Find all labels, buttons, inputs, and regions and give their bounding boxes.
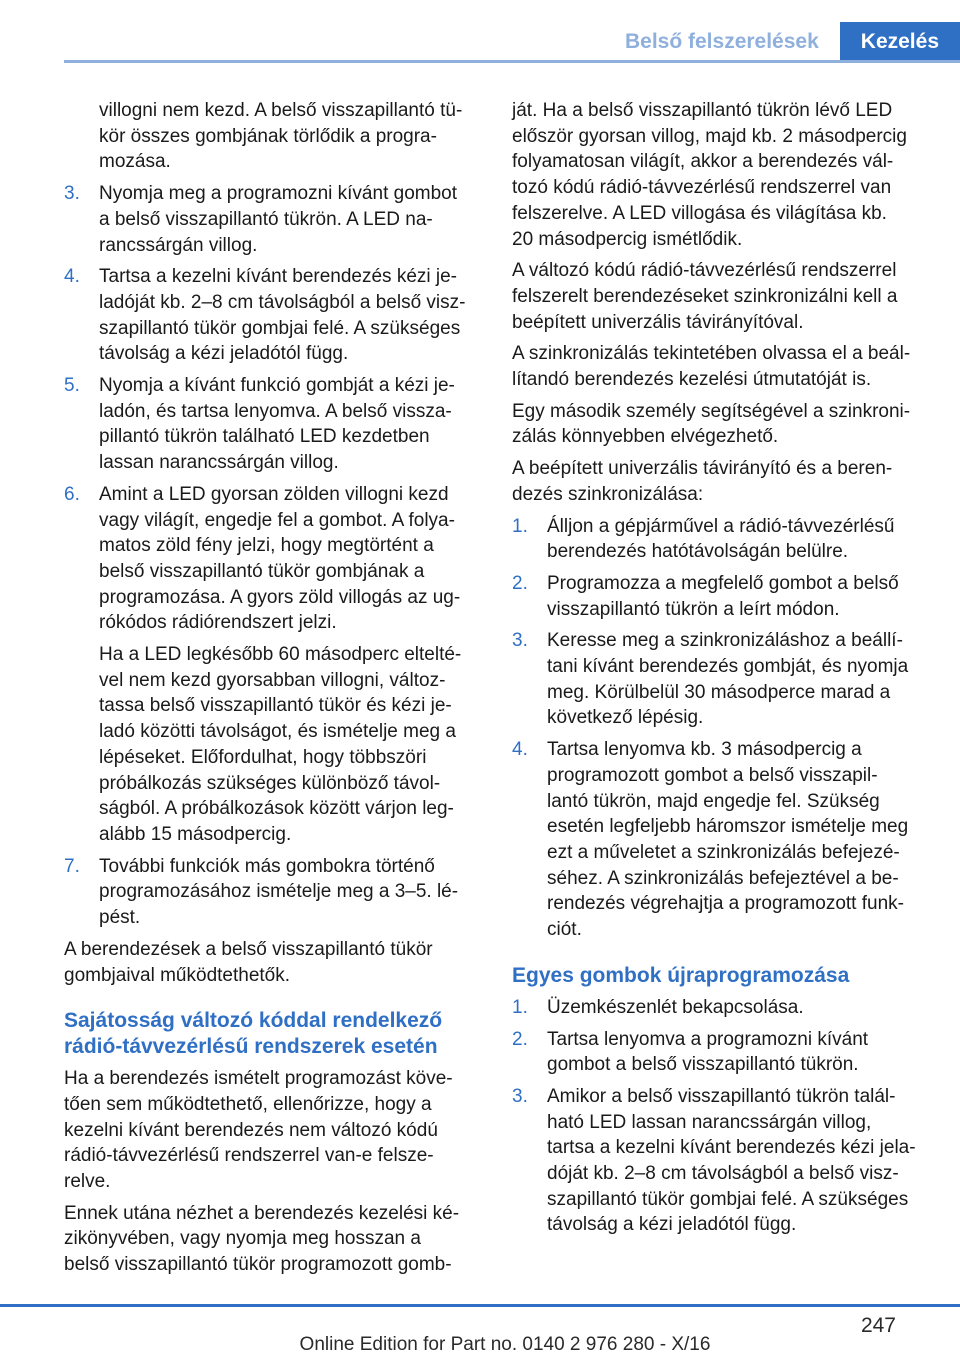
text-line: berendezés hatótávolságán belülre. xyxy=(547,541,849,563)
step-text xyxy=(99,482,477,636)
text-line: belső visszapillantó tükör gombjának a xyxy=(99,560,425,582)
paragraph-1 xyxy=(64,1066,477,1195)
text-line: próbálkozás szükséges különböző távol- xyxy=(99,772,441,794)
text-line: ladón, és tartsa lenyomva. A belső vissza- xyxy=(99,400,452,422)
text-line: tozó kódú rádió-távvezérlésű rendszerrel van xyxy=(512,177,892,199)
footer-edition xyxy=(0,1334,960,1356)
text-line: lítandó berendezés kezelési útmutatóját is. xyxy=(512,369,872,391)
left-column xyxy=(64,98,477,1284)
step-number: 1. xyxy=(512,996,528,1018)
text-line: mozása. xyxy=(99,151,171,173)
text-line: visszapillantó tükrön a leírt módon. xyxy=(547,598,840,620)
nav-tab-section[interactable]: Belső felszerelések xyxy=(624,30,819,53)
text-line: villogni nem kezd. A belső visszapillantó tü- xyxy=(99,100,463,121)
text-line: távolság a kézi jeladótól függ. xyxy=(99,343,349,365)
text-line: belső visszapillantó tükör programozott gomb- xyxy=(64,1254,452,1276)
footer-rule xyxy=(0,1304,960,1307)
text-line: rancssárgán villog. xyxy=(99,234,258,256)
list-item xyxy=(64,264,477,367)
text-line: Ennek utána nézhet a berendezés kezelési ké- xyxy=(64,1202,460,1224)
section-heading: Egyes gombok újraprogramozása xyxy=(512,963,850,987)
page-number: 247 xyxy=(860,1314,896,1337)
list-item xyxy=(512,737,928,943)
paragraph-5 xyxy=(512,456,928,507)
after-paragraph xyxy=(64,937,477,988)
step-number: 5. xyxy=(64,375,80,397)
text-line: ságból. A próbálkozások között várjon leg- xyxy=(99,798,454,820)
step-number: 4. xyxy=(64,266,80,288)
step-number: 2. xyxy=(512,1028,528,1050)
text-line: Üzemkészenlét bekapcsolása. xyxy=(547,996,804,1018)
lines xyxy=(99,98,477,175)
text-line: Ha a berendezés ismételt programozást köve- xyxy=(64,1068,453,1090)
text-line: Programozza a megfelelő gombot a belső xyxy=(547,572,899,594)
text-line: relve. xyxy=(64,1171,111,1193)
step-number: 3. xyxy=(512,630,528,652)
section-heading xyxy=(64,1008,477,1060)
text-line: a belső visszapillantó tükrön. A LED na- xyxy=(99,208,433,230)
step-text xyxy=(547,737,928,943)
text-line: Egy második személy segítségével a szinkroni- xyxy=(512,400,911,422)
text-line: tően sem működtethető, ellenőrizze, hogy a xyxy=(64,1093,432,1115)
text-line: vel nem kezd gyorsabban villogni, változ- xyxy=(99,669,446,691)
text-line: esetén legfeljebb háromszor ismételje meg xyxy=(547,816,909,838)
top-navigation xyxy=(604,22,960,62)
text-line: Tartsa lenyomva a programozni kívánt xyxy=(547,1028,869,1050)
text-line: ladó közötti távolságot, és ismételje meg a xyxy=(99,721,456,743)
text-line: programozott gombot a belső visszapil- xyxy=(547,764,878,786)
step-text xyxy=(547,1084,928,1238)
text-line: További funkciók más gombokra történő xyxy=(99,855,435,877)
step-number: 2. xyxy=(512,572,528,594)
text-line: gombot a belső visszapillantó tükrön. xyxy=(547,1054,859,1076)
text-line: zálás könnyebben elvégezhető. xyxy=(512,426,779,448)
text-line: folyamatosan világít, akkor a berendezés vál- xyxy=(512,151,894,173)
text-line: A berendezések a belső visszapillantó tükör xyxy=(64,938,433,960)
text-line: lantó tükrön, majd engedje fel. Szükség xyxy=(547,790,880,812)
text-line: Amikor a belső visszapillantó tükrön talál- xyxy=(547,1085,896,1107)
text-line: A szinkronizálás tekintetében olvassa el a beál- xyxy=(512,343,911,365)
text-line: tassa belső visszapillantó tükör és kézi je- xyxy=(99,695,452,717)
list-item xyxy=(512,995,928,1021)
text-line: ható LED lassan narancssárgán villog, xyxy=(547,1111,872,1133)
text-line: következő lépésig. xyxy=(547,707,704,729)
step-number: 6. xyxy=(64,483,80,505)
text-line: alább 15 másodpercig. xyxy=(99,823,292,845)
paragraph-3 xyxy=(512,341,928,392)
text-line: A változó kódú rádió-távvezérlésű rendszerrel xyxy=(512,260,897,282)
step-number: 3. xyxy=(512,1085,528,1107)
text-line: szapillantó tükör gombjai felé. A szükséges xyxy=(99,317,461,339)
text-line: pillantó tükrön található LED kezdetben xyxy=(99,426,430,448)
right-steps-2 xyxy=(512,995,928,1238)
text-line: felszerelve. A LED villogása és világítása kb. xyxy=(512,202,887,224)
text-line: Ha a LED legkésőbb 60 másodperc eltelté- xyxy=(99,644,462,666)
step-text xyxy=(99,854,477,931)
step-text xyxy=(547,514,928,565)
nav-tab-chapter[interactable]: Kezelés xyxy=(840,22,960,62)
text-line: Tartsa lenyomva kb. 3 másodpercig a xyxy=(547,739,862,761)
text-line: Sajátosság változó kóddal rendelkező xyxy=(64,1009,443,1033)
step-number: 3. xyxy=(64,183,80,205)
text-line: A beépített univerzális távirányító és a beren- xyxy=(512,458,893,480)
edition-text: Online Edition for Part no. 0140 2 976 280 - X/16 xyxy=(299,1334,711,1355)
text-line: Amint a LED gyorsan zölden villogni kezd xyxy=(99,483,449,505)
step-text xyxy=(547,628,928,731)
step-text xyxy=(547,1027,928,1078)
text-line: gombjaival működtethetők. xyxy=(64,964,291,986)
list-item xyxy=(64,482,477,636)
text-line: ezt a műveletet a szinkronizálás befejezé- xyxy=(547,841,900,863)
text-line: Keresse meg a szinkronizáláshoz a beállí- xyxy=(547,630,903,652)
paragraph-2 xyxy=(512,258,928,335)
text-line: tartsa a kezelni kívánt berendezés kézi jela- xyxy=(547,1137,916,1159)
text-line: rendezés végrehajtja a programozott funk- xyxy=(547,893,904,915)
list-item xyxy=(64,181,477,258)
text-line: programozásához ismételje meg a 3–5. lé- xyxy=(99,881,459,903)
text-line: dóját kb. 2–8 cm távolságból a belső visz- xyxy=(547,1163,899,1185)
list-item xyxy=(512,1027,928,1078)
step-text xyxy=(99,181,477,258)
right-column xyxy=(512,98,928,1244)
paragraph-1 xyxy=(512,98,928,252)
text-line: rádió-távvezérlésű rendszerek esetén xyxy=(64,1035,438,1059)
step6-note xyxy=(64,642,477,848)
list-item xyxy=(512,571,928,622)
text-line: beépített univerzális távirányítóval. xyxy=(512,311,804,333)
text-line: meg. Körülbelül 30 másodperce marad a xyxy=(547,681,891,703)
list-item xyxy=(512,1084,928,1238)
text-line: kör összes gombjának törlődik a progra- xyxy=(99,125,437,147)
text-line: ladóját kb. 2–8 cm távolságból a belső visz- xyxy=(99,291,466,313)
text-line: pést. xyxy=(99,907,141,929)
text-line: rádió-távvezérlésű rendszerrel van-e felsze- xyxy=(64,1145,434,1167)
step-text xyxy=(99,373,477,476)
text-line: felszerelt berendezéseket szinkronizálni kell a xyxy=(512,285,898,307)
text-line: ját. Ha a belső visszapillantó tükrön lévő LED xyxy=(512,100,893,121)
text-line: lépéseket. Előfordulhat, hogy többszöri xyxy=(99,746,427,768)
right-steps xyxy=(512,514,928,943)
lines xyxy=(99,642,477,848)
text-line: Tartsa a kezelni kívánt berendezés kézi je- xyxy=(99,266,458,288)
list-item xyxy=(512,628,928,731)
step-text xyxy=(99,264,477,367)
text-line: lassan narancssárgán villog. xyxy=(99,452,339,474)
text-line: Álljon a gépjárművel a rádió-távvezérlésű xyxy=(547,515,895,537)
text-line: séhez. A szinkronizálás befejeztével a be- xyxy=(547,867,899,889)
step-text xyxy=(547,995,928,1021)
text-line: szapillantó tükör gombjai felé. A szükséges xyxy=(547,1188,909,1210)
text-line: először gyorsan villog, majd kb. 2 másodpercig xyxy=(512,125,907,147)
paragraph-2 xyxy=(64,1201,477,1278)
step-number: 4. xyxy=(512,739,528,761)
text-line: vagy világít, engedje fel a gombot. A folya- xyxy=(99,509,455,531)
step-number: 1. xyxy=(512,515,528,537)
intro-paragraph xyxy=(64,98,477,175)
left-steps xyxy=(64,181,477,636)
text-line: Nyomja a kívánt funkció gombját a kézi je- xyxy=(99,375,455,397)
text-line: távolság a kézi jeladótól függ. xyxy=(547,1214,797,1236)
list-item xyxy=(64,373,477,476)
text-line: zikönyvében, vagy nyomja meg hosszan a xyxy=(64,1228,421,1250)
step-text xyxy=(547,571,928,622)
list-item xyxy=(512,514,928,565)
left-step7 xyxy=(64,854,477,931)
text-line: 20 másodpercig ismétlődik. xyxy=(512,228,743,250)
text-line: kezelni kívánt berendezés nem változó kódú xyxy=(64,1119,438,1141)
list-item xyxy=(64,854,477,931)
text-line: Nyomja meg a programozni kívánt gombot xyxy=(99,183,457,205)
text-line: tani kívánt berendezés gombját, és nyomja xyxy=(547,656,909,678)
text-line: rókódos rádiórendszert jelzi. xyxy=(99,612,337,634)
paragraph-4 xyxy=(512,399,928,450)
header-rule xyxy=(64,60,960,63)
text-line: matos zöld fény jelzi, hogy megtörtént a xyxy=(99,535,434,557)
step-number: 7. xyxy=(64,855,80,877)
text-line: dezés szinkronizálása: xyxy=(512,483,704,505)
text-line: programozása. A gyors zöld villogás az ug- xyxy=(99,586,461,608)
text-line: ciót. xyxy=(547,919,582,941)
